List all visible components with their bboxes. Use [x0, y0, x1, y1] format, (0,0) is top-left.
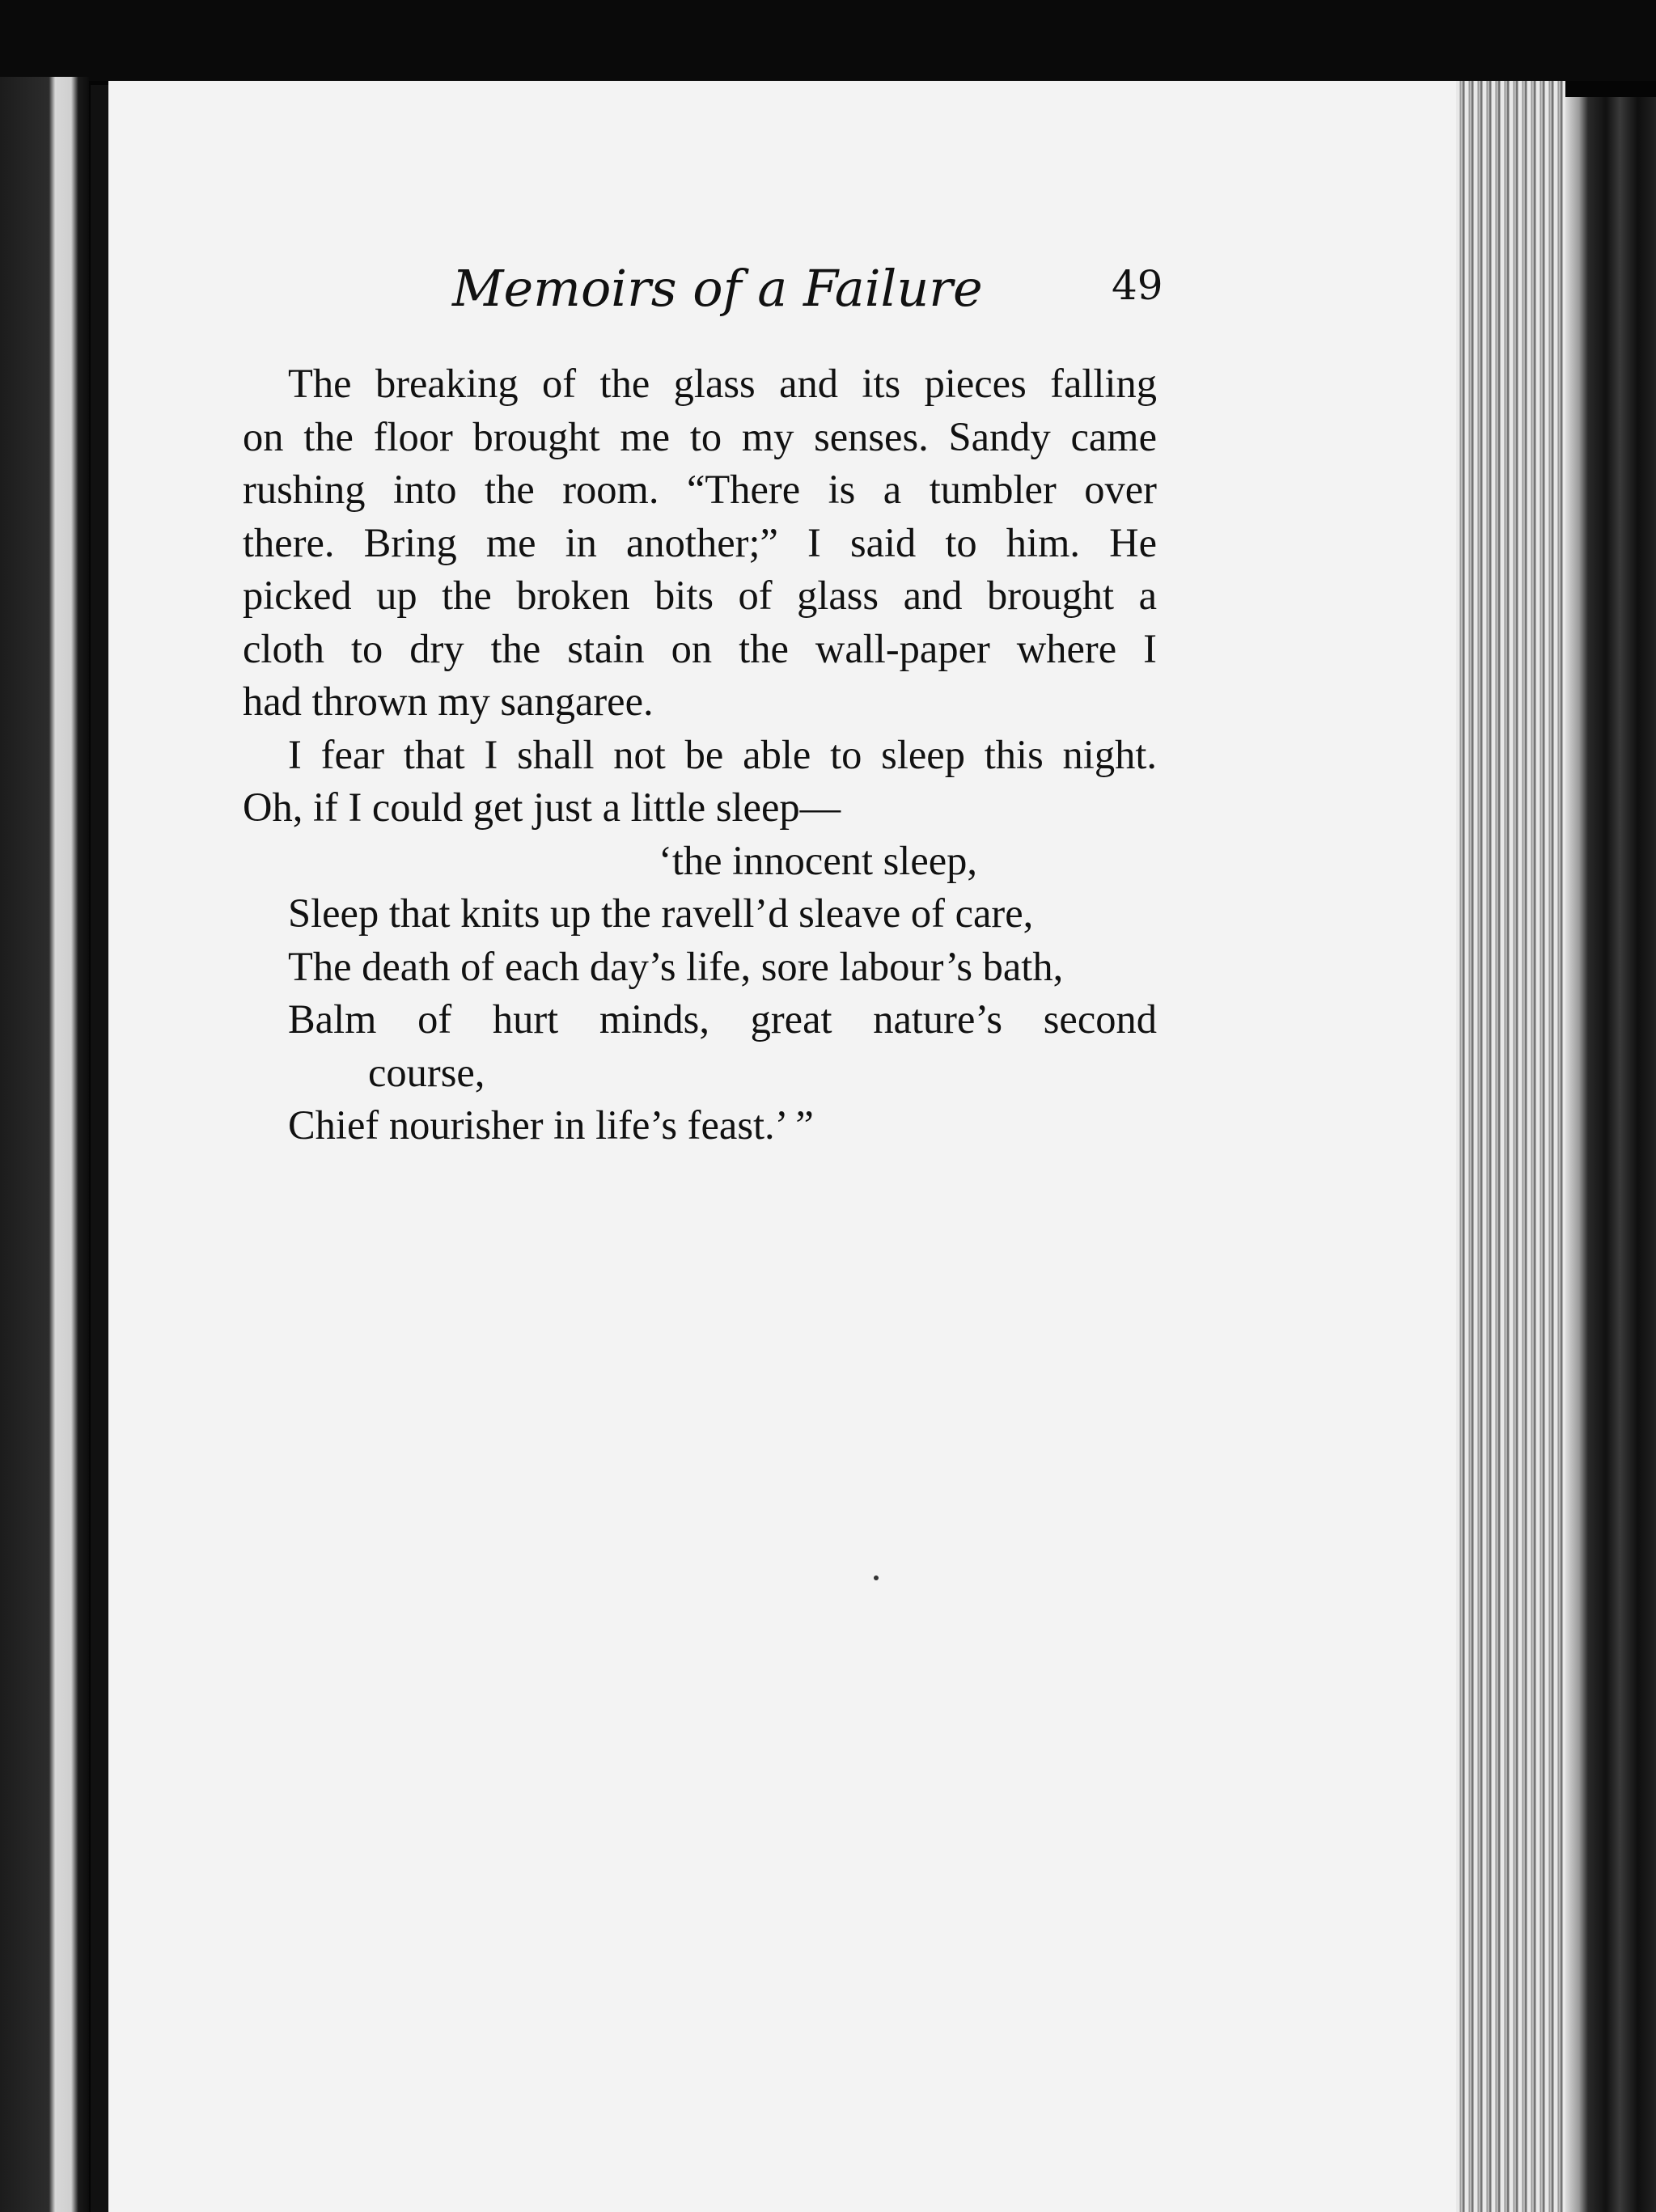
text-line: picked up the broken bits of glass and brought a: [243, 573, 1157, 618]
poem-line: ‘the innocent sleep,: [659, 837, 978, 883]
text-line: cloth to dry the stain on the wall-paper where I: [243, 625, 1157, 671]
poem-line: Chief nourisher in life’s feast.’ ”: [288, 1102, 814, 1148]
book-cover-edge: [1565, 97, 1656, 2212]
text-line: The breaking of the glass and its pieces falling: [288, 361, 1157, 406]
scan-background-top: [0, 0, 1656, 81]
body-text: [243, 357, 1157, 1153]
poem-line: Sleep that knits up the ravell’d sleave of care,: [288, 890, 1034, 936]
scan-speck: [874, 1575, 879, 1580]
text-line: rushing into the room. “There is a tumbler over: [243, 467, 1157, 512]
text-line: Oh, if I could get just a little sleep—: [243, 785, 841, 830]
text-line: had thrown my sangaree.: [243, 679, 654, 724]
running-head: Memoirs of a Failure: [452, 259, 983, 318]
text-line: on the floor brought me to my senses. Sandy came: [243, 413, 1157, 459]
text-line: there. Bring me in another;” I said to him. He: [243, 519, 1157, 565]
page-number: 49: [1112, 262, 1163, 309]
left-page-edge: [0, 77, 89, 2212]
book-gutter: [91, 85, 108, 2212]
text-line: I fear that I shall not be able to sleep this night.: [288, 731, 1157, 777]
poem-line: The death of each day’s life, sore labour’s bath,: [288, 943, 1064, 989]
poem-line: Balm of hurt minds, great nature’s second: [288, 996, 1157, 1042]
page-header: [108, 259, 1468, 324]
poem-line: course,: [368, 1049, 485, 1095]
page-stack-edges: [1456, 81, 1565, 2212]
